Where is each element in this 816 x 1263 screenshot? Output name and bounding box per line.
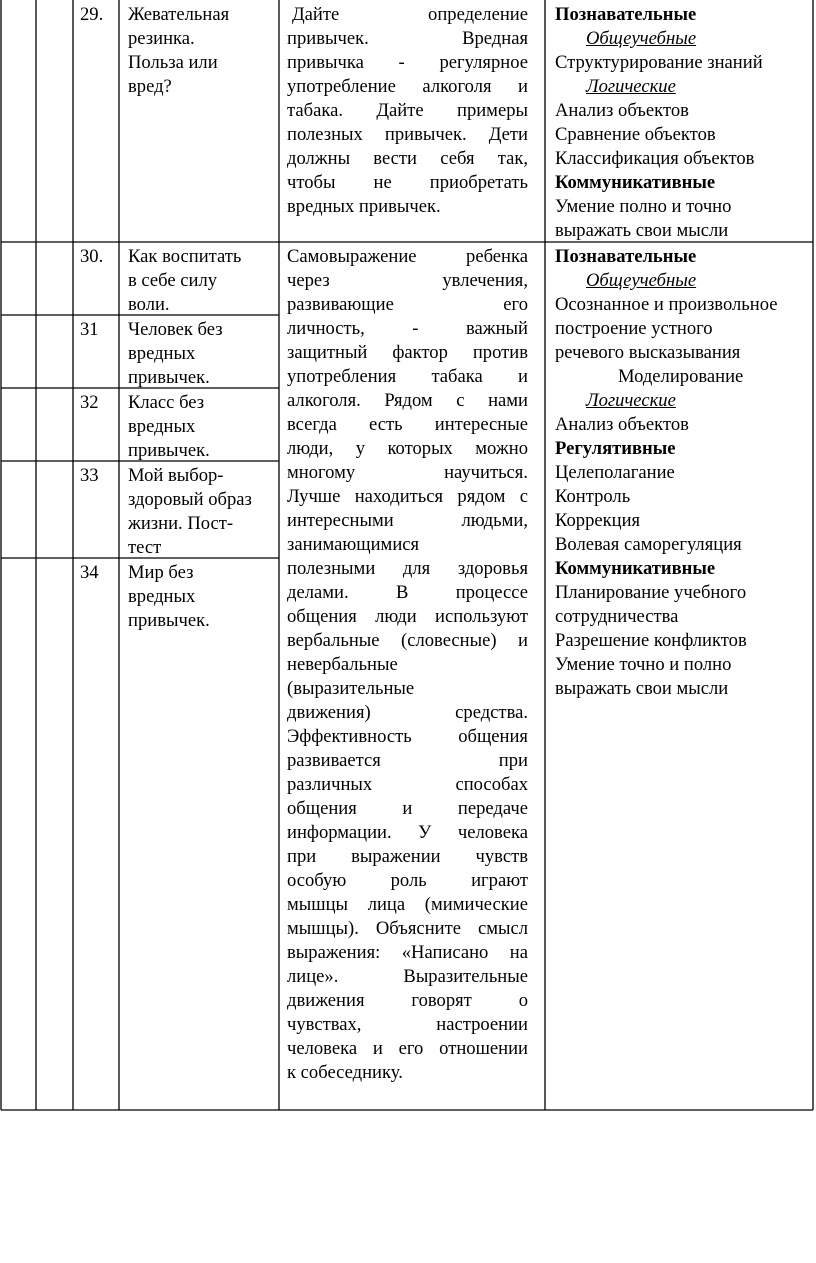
uud-item: Целеполагание bbox=[555, 462, 675, 483]
merged-content-line: развивающие его bbox=[287, 294, 528, 315]
merged-content-line: лице». Выразительные bbox=[287, 966, 528, 987]
lesson-topic-line: в себе силу bbox=[128, 270, 218, 291]
merged-content-line: алкоголя. Рядом с нами bbox=[287, 390, 528, 411]
uud-communicative-heading: Коммуникативные bbox=[555, 172, 716, 193]
lesson-topic-line: Мой выбор- bbox=[128, 465, 224, 486]
lesson-topic-line: привычек. bbox=[128, 367, 210, 388]
uud-regulatory-heading: Регулятивные bbox=[555, 438, 676, 459]
merged-content-line: всегда есть интересные bbox=[287, 414, 528, 435]
uud-item: построение устного bbox=[555, 318, 713, 339]
merged-content-line: невербальные bbox=[287, 654, 398, 675]
merged-content-line: интересными людьми, bbox=[287, 510, 528, 531]
merged-content-line: при выражении чувств bbox=[287, 846, 528, 867]
merged-content-line: к собеседнику. bbox=[287, 1062, 403, 1083]
merged-content-line: движения говорят о bbox=[287, 990, 528, 1011]
lesson-topic-line: жизни. Пост- bbox=[128, 513, 234, 534]
merged-content-line: делами. В процессе bbox=[287, 582, 528, 603]
lesson-topic-line: вред? bbox=[128, 76, 172, 97]
uud-item: речевого высказывания bbox=[555, 342, 741, 363]
merged-content-line: человека и его отношении bbox=[287, 1038, 528, 1059]
lesson-topic-line: Мир без bbox=[128, 562, 194, 583]
uud-general-subheading: Общеучебные bbox=[586, 270, 697, 291]
lesson-topic-line: воли. bbox=[128, 294, 170, 315]
lesson-topic-line: тест bbox=[128, 537, 162, 558]
lesson-topic-line: Жевательная bbox=[128, 4, 230, 25]
lesson-topic-line: вредных bbox=[128, 416, 196, 437]
merged-content-line: люди, у которых можно bbox=[287, 438, 528, 459]
lesson-content-line: полезных привычек. Дети bbox=[287, 124, 528, 145]
uud-item: Классификация объектов bbox=[555, 148, 755, 169]
lesson-topic-line: привычек. bbox=[128, 610, 210, 631]
uud-item: Анализ объектов bbox=[555, 100, 689, 121]
merged-content-line: защитный фактор против bbox=[287, 342, 528, 363]
lesson-topic-line: Как воспитать bbox=[128, 246, 242, 267]
merged-content-line: особую роль играют bbox=[287, 870, 528, 891]
lesson-content-line: чтобы не приобретать bbox=[287, 172, 528, 193]
uud-item: Планирование учебного bbox=[555, 582, 747, 603]
uud-item: выражать свои мысли bbox=[555, 678, 729, 699]
uud-item: Разрешение конфликтов bbox=[555, 630, 747, 651]
uud-item: Сравнение объектов bbox=[555, 124, 716, 145]
uud-cognitive-heading: Познавательные bbox=[555, 4, 697, 25]
merged-content-line: полезными для здоровья bbox=[287, 558, 528, 579]
lesson-topic-line: Польза или bbox=[128, 52, 218, 73]
uud-item: Структурирование знаний bbox=[555, 52, 763, 73]
merged-content-line: выражения: «Написано на bbox=[287, 942, 528, 963]
merged-content-line: мышцы лица (мимические bbox=[287, 894, 528, 915]
lesson-content-line: Дайте определение bbox=[292, 4, 528, 25]
lesson-topic-line: здоровый образ bbox=[128, 489, 252, 510]
merged-content-line: Эффективность общения bbox=[287, 726, 528, 747]
lesson-topic-line: Человек без bbox=[128, 319, 223, 340]
uud-logical-subheading: Логические bbox=[586, 390, 676, 411]
uud-item: сотрудничества bbox=[555, 606, 679, 627]
lesson-number: 34 bbox=[80, 562, 99, 583]
merged-content-line: движения) средства. bbox=[287, 702, 528, 723]
uud-item: Контроль bbox=[555, 486, 631, 507]
merged-content-line: общения и передаче bbox=[287, 798, 528, 819]
merged-content-line: общения люди используют bbox=[287, 606, 528, 627]
lesson-topic-line: Класс без bbox=[128, 392, 205, 413]
lesson-topic-line: вредных bbox=[128, 343, 196, 364]
uud-item: Волевая саморегуляция bbox=[555, 534, 742, 555]
merged-content-line: (выразительные bbox=[287, 678, 415, 699]
merged-content-line: многому научиться. bbox=[287, 462, 528, 483]
lesson-number: 32 bbox=[80, 392, 99, 413]
merged-content-line: мышцы). Объясните смысл bbox=[287, 918, 528, 939]
merged-content-line: занимающимися bbox=[287, 534, 420, 555]
uud-item: Осознанное и произвольное bbox=[555, 294, 778, 315]
merged-content-line: употребления табака и bbox=[287, 366, 528, 387]
lesson-content-line: вредных привычек. bbox=[287, 196, 441, 217]
merged-content-line: различных способах bbox=[287, 774, 528, 795]
uud-item: Умение точно и полно bbox=[555, 654, 732, 675]
lesson-content-line: табака. Дайте примеры bbox=[287, 100, 528, 121]
merged-content-line: вербальные (словесные) и bbox=[287, 630, 528, 651]
merged-content-line: личность, - важный bbox=[287, 318, 528, 339]
lesson-topic-line: привычек. bbox=[128, 440, 210, 461]
merged-content-line: развивается при bbox=[287, 750, 528, 771]
uud-item: Анализ объектов bbox=[555, 414, 689, 435]
lesson-topic-line: резинка. bbox=[128, 28, 195, 49]
lesson-number: 31 bbox=[80, 319, 99, 340]
uud-item: Умение полно и точно bbox=[555, 196, 732, 217]
lesson-topic-line: вредных bbox=[128, 586, 196, 607]
merged-content-line: через увлечения, bbox=[287, 270, 528, 291]
uud-communicative-heading: Коммуникативные bbox=[555, 558, 716, 579]
merged-content-line: чувствах, настроении bbox=[287, 1014, 528, 1035]
uud-item: выражать свои мысли bbox=[555, 220, 729, 241]
lesson-content-line: привычка - регулярное bbox=[287, 52, 528, 73]
merged-content-line: Самовыражение ребенка bbox=[287, 246, 528, 267]
lesson-number: 29. bbox=[80, 4, 104, 25]
uud-modeling-item: Моделирование bbox=[618, 366, 744, 387]
uud-general-subheading: Общеучебные bbox=[586, 28, 697, 49]
lesson-number: 33 bbox=[80, 465, 99, 486]
lesson-content-line: употребление алкоголя и bbox=[287, 76, 528, 97]
lesson-content-line: привычек. Вредная bbox=[287, 28, 528, 49]
uud-logical-subheading: Логические bbox=[586, 76, 676, 97]
lesson-content-line: должны вести себя так, bbox=[287, 148, 528, 169]
uud-cognitive-heading: Познавательные bbox=[555, 246, 697, 267]
merged-content-line: информации. У человека bbox=[287, 822, 528, 843]
merged-content-line: Лучше находиться рядом с bbox=[287, 486, 528, 507]
lesson-number: 30. bbox=[80, 246, 104, 267]
uud-item: Коррекция bbox=[555, 510, 641, 531]
